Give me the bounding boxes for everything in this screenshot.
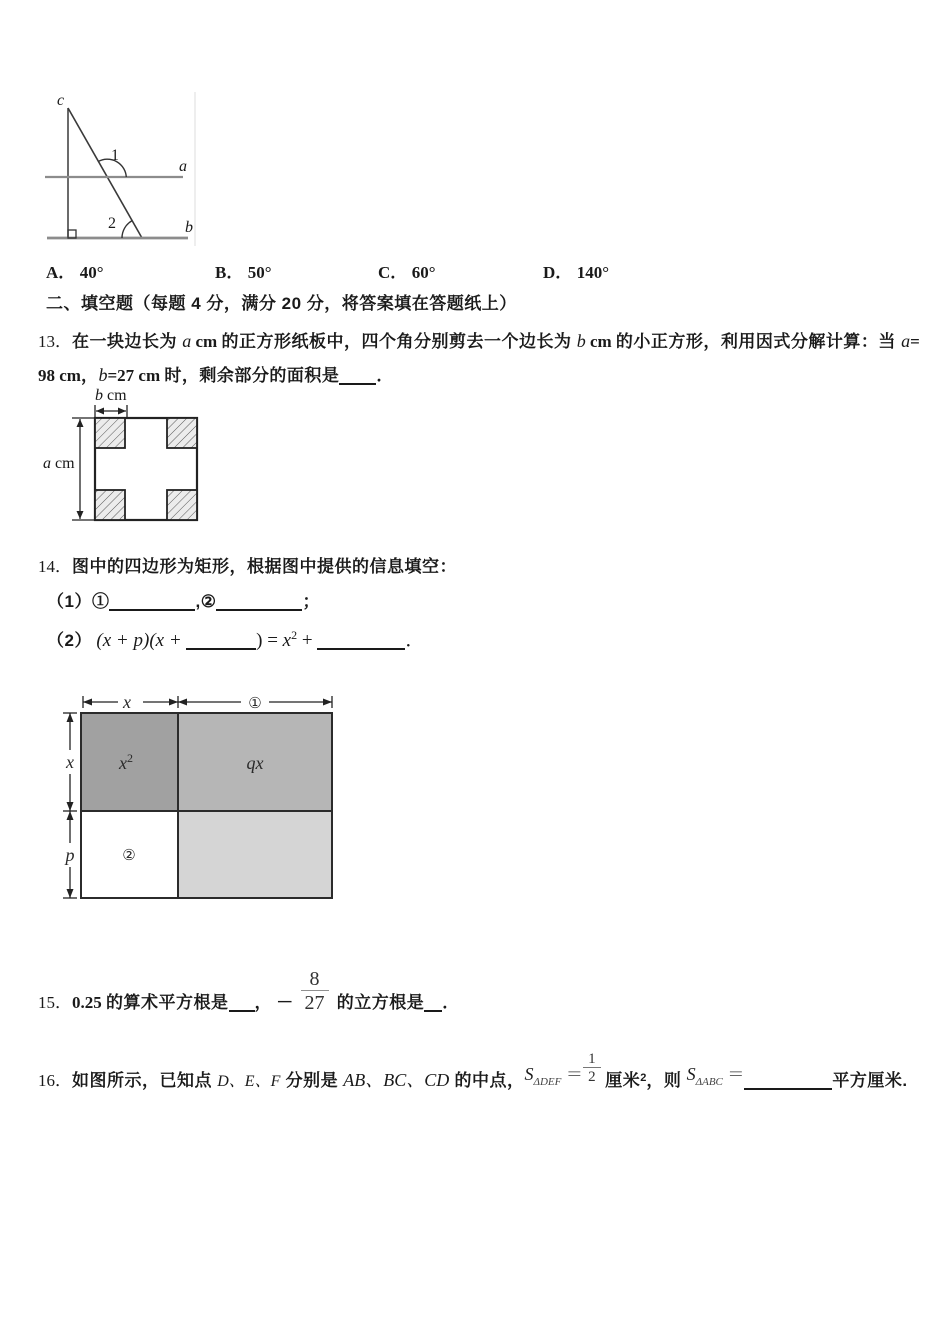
q16-text5: 平方厘米. (832, 1071, 908, 1090)
q16-text3: 的中点， (449, 1071, 525, 1090)
q14-sub1-number: （1） (47, 592, 92, 611)
label-c: c (57, 92, 65, 109)
q16-text2: 分别是 (280, 1071, 344, 1090)
q16-area-abc (686, 1064, 745, 1088)
q13-var-b: b (576, 331, 586, 351)
q15-number: 15． (38, 993, 72, 1012)
q13-unit: cm (191, 332, 222, 351)
fraction-bar (301, 990, 329, 991)
q13-text: 的小正方形，利用因式分解计算：当 (615, 332, 902, 351)
q14-number: 14． (38, 557, 72, 576)
arrowhead (67, 713, 74, 722)
arrowhead (67, 802, 74, 811)
corner-square-bl (95, 490, 125, 520)
q14-line (38, 552, 457, 577)
fraction-denominator: 27 (304, 992, 325, 1014)
q13-line1 (38, 327, 920, 352)
q14-text: 图中的四边形为矩形，根据图中提供的信息填空： (72, 557, 457, 576)
cell-label-x2: $x^2$ (119, 751, 133, 773)
q16-area-def (524, 1051, 601, 1088)
circled-1: ① (91, 592, 110, 611)
q14-comma: , (195, 592, 201, 611)
cell-label-qx: qx (246, 753, 264, 773)
q16-S2: S (686, 1064, 696, 1084)
q16-unit: 厘米 (605, 1071, 641, 1090)
corner-square-tr (167, 418, 197, 448)
option-a-value: 40° (79, 263, 104, 282)
q15-minus: － (272, 993, 298, 1012)
q14-var-x: x (282, 630, 292, 651)
arrowhead-down (77, 511, 84, 519)
q14-equals: = (267, 630, 283, 651)
option-d-letter: D． (543, 263, 573, 282)
q14-blank-2 (216, 609, 302, 611)
q15-line (38, 968, 460, 1014)
q14-rectangle-figure (58, 690, 348, 906)
q15-text2: 的立方根是 (331, 993, 425, 1012)
option-d (543, 258, 609, 283)
q13-text: 的正方形纸板中，四个角分别剪去一个边长为 (221, 332, 577, 351)
option-a-letter: A． (46, 263, 76, 282)
q16-segments: AB、BC、CD (343, 1070, 450, 1090)
option-d-value: 140° (576, 263, 610, 282)
q14-sub2 (47, 628, 424, 655)
label-angle-1: 1 (111, 147, 119, 164)
option-c-value: 60° (411, 263, 436, 282)
q16-sub-ABC: ΔABC (695, 1076, 723, 1088)
section-title: 二、填空题（每题 4 分，满分 20 分，将答案填在答题纸上） (46, 294, 517, 313)
q16-text: 如图所示，已知点 (72, 1071, 218, 1090)
q14-sub1 (47, 587, 320, 612)
arrowhead (67, 811, 74, 820)
q16-sub-DEF: ΔDEF (533, 1076, 562, 1088)
q15-blank-2 (424, 1010, 442, 1012)
left-label-x: x (66, 752, 74, 772)
q14-blank-3 (186, 648, 256, 650)
q13-period: ． (376, 366, 394, 385)
q13-value-98: 98 cm (38, 366, 81, 385)
q13-value-27: =27 cm (107, 366, 165, 385)
q13-var-a2: a (901, 331, 911, 351)
q14-blank-4 (317, 648, 405, 650)
q14-blank-1 (109, 609, 195, 611)
cell-label-circled2: ② (122, 846, 136, 864)
q14-period: ． (405, 630, 425, 651)
q15-period: ． (442, 993, 460, 1012)
option-c (378, 258, 436, 283)
left-label-p: p (65, 845, 75, 865)
q13-unit: cm (585, 332, 616, 351)
q13-text: 时，剩余部分的面积是 (164, 366, 340, 385)
option-a (46, 258, 104, 283)
q13-blank-line (339, 383, 376, 385)
label-b: b (185, 219, 193, 236)
option-b (215, 258, 272, 283)
q15-text: 的算术平方根是 (106, 993, 229, 1012)
q14-superscript-2: 2 (291, 628, 298, 642)
q13-punct: ， (80, 366, 99, 385)
q14-paren-close: ) (256, 630, 268, 651)
fraction-numerator: 1 (588, 1051, 596, 1067)
a-cm-label: a cm (43, 455, 75, 472)
q16-unit-sup: 2 (640, 1072, 647, 1084)
corner-square-tl (95, 418, 125, 448)
q16-S1: S (524, 1064, 534, 1084)
q13-equals: = (910, 332, 920, 351)
q14-math-open: (x + p)(x + (96, 630, 182, 651)
fraction-numerator: 8 (309, 968, 320, 990)
q16-blank (744, 1088, 832, 1090)
angle-2-arc (122, 221, 132, 238)
q16-line (38, 1051, 908, 1092)
label-a: a (179, 158, 187, 175)
circled-2: ② (200, 592, 217, 611)
q13-text: 在一块边长为 (72, 332, 183, 351)
q16-text4: ，则 (646, 1071, 687, 1090)
q15-value: 0.25 (72, 993, 106, 1012)
q15-blank-1 (229, 1010, 255, 1012)
option-b-letter: B． (215, 263, 244, 282)
corner-square-br (167, 490, 197, 520)
label-angle-2: 2 (108, 215, 116, 232)
arrowhead-left (96, 408, 104, 415)
arrowhead (323, 699, 332, 706)
q16-number: 16． (38, 1071, 72, 1090)
top-label-x: x (123, 692, 131, 712)
top-label-circled1: ① (248, 694, 262, 712)
arrowhead-right (118, 408, 126, 415)
fraction-bar (583, 1067, 601, 1068)
q16-equals-1: ＝ (565, 1065, 583, 1084)
arrowhead (169, 699, 178, 706)
q16-fraction (583, 1051, 601, 1085)
q15-fraction (298, 968, 332, 1014)
q13-square-figure (40, 378, 210, 530)
q14-semicolon: ； (302, 592, 320, 611)
arrowhead (83, 699, 92, 706)
q13-var-a: a (182, 331, 192, 351)
transversal-line (68, 108, 142, 238)
q13-var-b2: b (98, 365, 108, 385)
option-b-value: 50° (247, 263, 272, 282)
option-c-letter: C． (378, 263, 408, 282)
b-cm-label: b cm (95, 387, 127, 404)
fraction-denominator: 2 (588, 1069, 596, 1085)
cell-blank (178, 811, 332, 898)
q14-plus: + (297, 630, 318, 651)
angles-figure (40, 90, 200, 248)
q16-points: D、E、F (217, 1073, 281, 1090)
q15-comma: ， (254, 993, 272, 1012)
arrowhead (67, 889, 74, 898)
q16-equals-2: ＝ (727, 1065, 745, 1084)
arrowhead-up (77, 419, 84, 427)
q13-number: 13． (38, 332, 72, 351)
q14-sub2-number: （2） (47, 631, 92, 650)
arrowhead (178, 699, 187, 706)
